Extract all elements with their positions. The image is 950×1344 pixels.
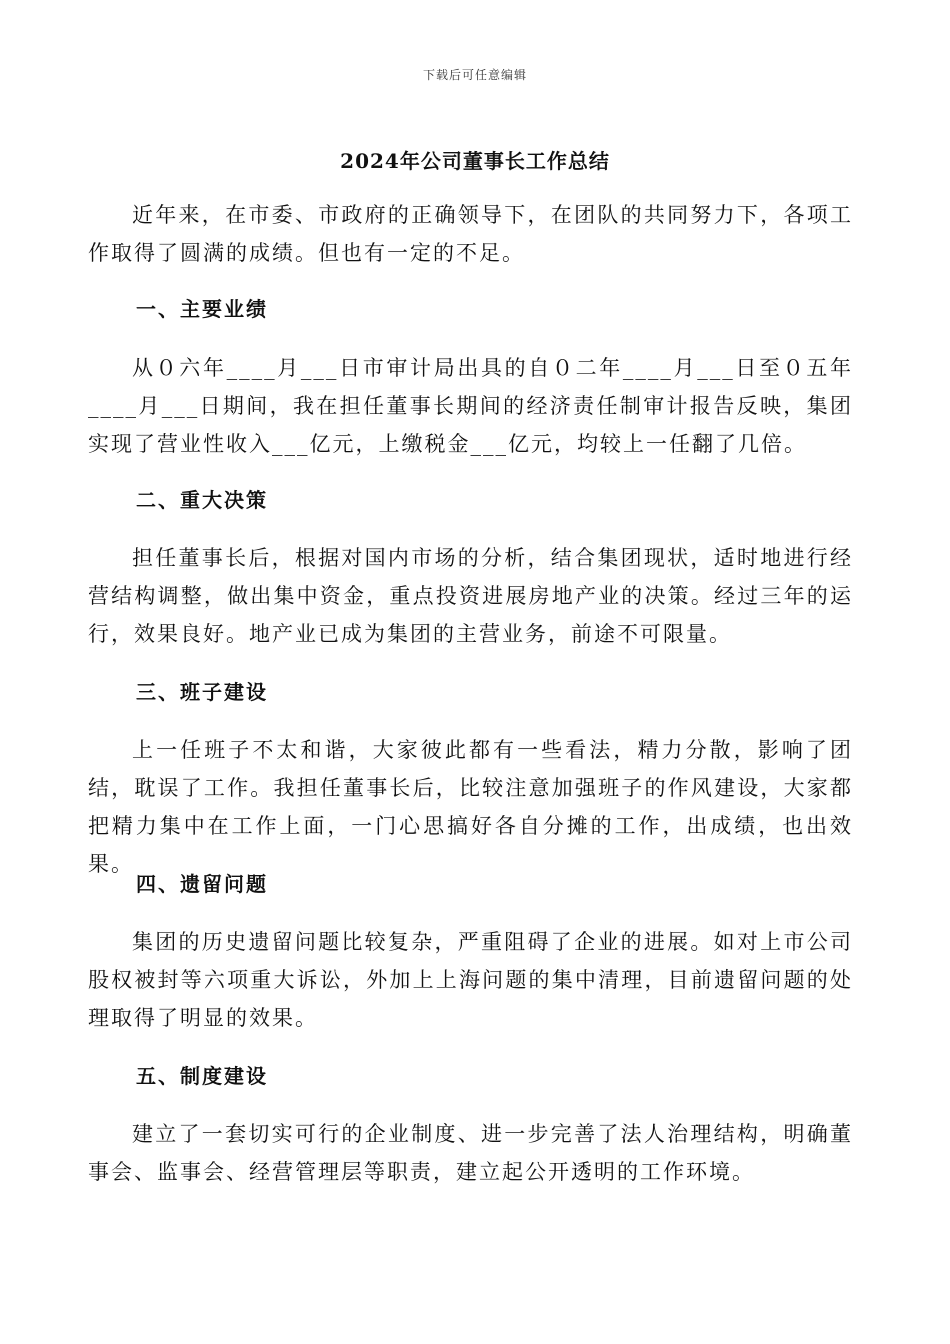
section-heading-performance: 一、主要业绩: [136, 297, 268, 321]
section-heading-decisions: 二、重大决策: [136, 488, 268, 512]
section-heading-institutions: 五、制度建设: [136, 1064, 268, 1088]
section-body-decisions: 担任董事长后，根据对国内市场的分析，结合集团现状，适时地进行经营结构调整，做出集中资金，重点投资进展房地产业的决策。经过三年的运行，效果良好。地产业已成为集团的主营业务，前途不可限量。: [88, 546, 853, 646]
section-heading-team: 三、班子建设: [136, 680, 268, 704]
section-body-performance: 从０六年____月___日市审计局出具的自０二年____月___日至０五年____月___日期间，我在担任董事长期间的经济责任制审计报告反映，集团实现了营业性收入___亿元，上缴税金___亿元，均较上一任翻了几倍。: [88, 356, 853, 456]
section-heading-legacy-issues: 四、遗留问题: [136, 872, 268, 896]
intro-paragraph: 近年来，在市委、市政府的正确领导下，在团队的共同努力下，各项工作取得了圆满的成绩。但也有一定的不足。: [88, 203, 853, 265]
document-title: 2024年公司董事长工作总结: [340, 149, 610, 173]
section-body-legacy-issues: 集团的历史遗留问题比较复杂，严重阻碍了企业的进展。如对上市公司股权被封等六项重大诉讼，外加上上海问题的集中清理，目前遗留问题的处理取得了明显的效果。: [88, 930, 853, 1030]
section-body-team: 上一任班子不太和谐，大家彼此都有一些看法，精力分散，影响了团结，耽误了工作。我担任董事长后，比较注意加强班子的作风建设，大家都把精力集中在工作上面，一门心思搞好各自分摊的工作，出成绩，也出效果。: [88, 738, 853, 876]
section-body-institutions: 建立了一套切实可行的企业制度、进一步完善了法人治理结构，明确董事会、监事会、经营管理层等职责，建立起公开透明的工作环境。: [88, 1122, 853, 1184]
header-note: 下载后可任意编辑: [422, 68, 527, 82]
